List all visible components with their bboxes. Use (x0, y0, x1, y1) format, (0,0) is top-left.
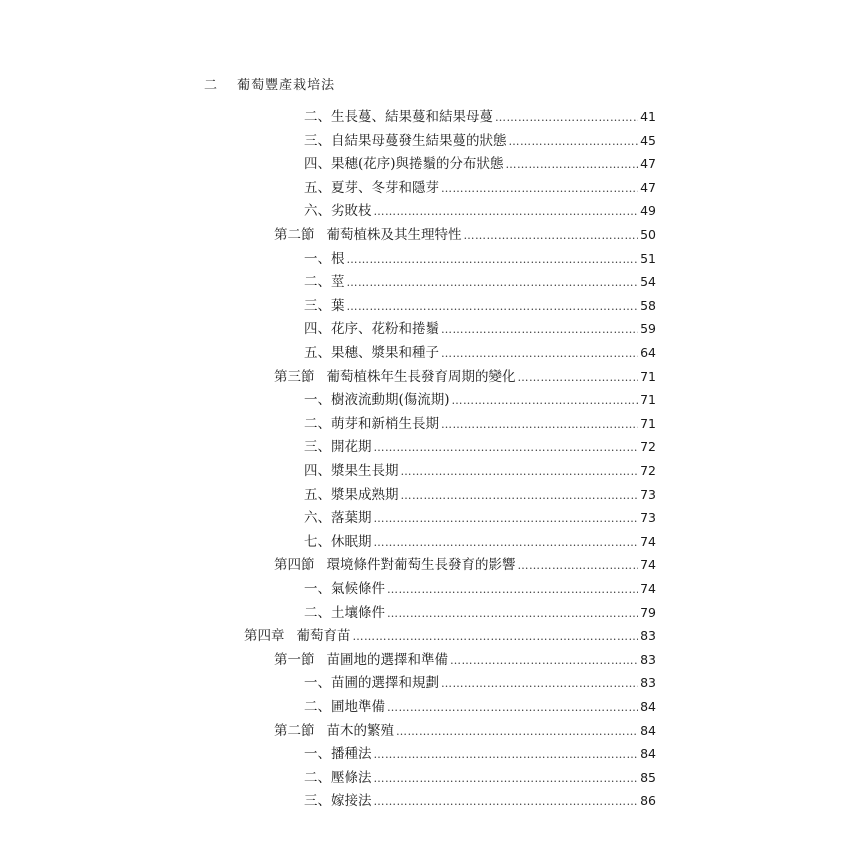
toc-entry (304, 767, 656, 789)
toc-entry-title (274, 224, 462, 246)
toc-entry-page: 71 (640, 392, 656, 408)
toc-entry-number: 第二節 (274, 227, 315, 243)
dot-leader (347, 272, 639, 294)
toc-entry-title (304, 767, 372, 789)
toc-entry-page: 54 (640, 274, 656, 290)
toc-entry-label: 三、開花期 (304, 439, 372, 456)
toc-entry-label: 苗圃地的選擇和準備 (326, 651, 448, 668)
toc-entry-label: 葡萄植株及其生理特性 (326, 227, 462, 243)
toc-entry-page: 72 (640, 463, 656, 478)
toc-entry (304, 413, 656, 435)
toc-entry (304, 578, 656, 600)
toc-entry-label: 六、落葉期 (304, 510, 372, 527)
toc-entry (274, 649, 656, 671)
toc-entry-label: 六、劣敗枝 (304, 203, 372, 220)
toc-entry (304, 790, 656, 812)
toc-entry (304, 484, 656, 506)
toc-entry-label: 環境條件對葡萄生長發育的影響 (326, 557, 516, 574)
toc-entry (304, 672, 656, 694)
toc-entry-label: 三、嫁接法 (304, 793, 372, 810)
toc-entry-title (304, 460, 399, 482)
toc-entry (304, 318, 656, 340)
toc-entry-page: 74 (640, 557, 656, 573)
dot-leader (374, 791, 639, 813)
dot-leader (464, 225, 639, 247)
toc-entry-page: 49 (640, 203, 656, 219)
toc-entry-label: 三、自結果母蔓發生結果蔓的狀態 (304, 132, 507, 149)
toc-entry (304, 507, 656, 529)
toc-entry-label: 三、葉 (304, 297, 345, 314)
dot-leader (374, 508, 639, 530)
toc-entry-title (304, 200, 372, 222)
running-header (204, 74, 335, 93)
toc-entry-title (304, 507, 372, 529)
toc-entry (304, 271, 656, 293)
dot-leader (374, 532, 639, 554)
toc-entry-label: 一、播種法 (304, 746, 372, 763)
toc-entry-page: 45 (640, 132, 656, 148)
toc-entry-title (274, 649, 448, 671)
toc-entry-title (304, 531, 372, 553)
dot-leader (374, 744, 639, 766)
dot-leader (387, 603, 638, 625)
toc-entry-title (304, 177, 439, 199)
toc-entry-page: 84 (640, 722, 656, 738)
toc-entry-label: 一、氣候條件 (304, 581, 385, 597)
toc-entry-page: 73 (640, 510, 656, 526)
toc-entry-title (304, 271, 345, 293)
toc-entry-number: 第三節 (274, 368, 315, 385)
toc-entry-page: 74 (640, 581, 656, 596)
toc-entry-page: 59 (640, 321, 656, 337)
toc-entry (274, 720, 656, 742)
dot-leader (347, 249, 639, 271)
toc-entry-label: 四、果穗(花序)與捲鬚的分布狀態 (304, 156, 504, 173)
toc-entry-number: 第四章 (244, 628, 285, 645)
toc-entry (304, 460, 656, 482)
toc-entry-number: 第二節 (274, 722, 315, 739)
toc-entry-label: 四、花序、花粉和捲鬚 (304, 321, 439, 338)
dot-leader (506, 154, 639, 176)
toc-entry-label: 葡萄植株年生長發育周期的變化 (326, 368, 516, 385)
toc-entry-title (304, 153, 504, 175)
toc-entry-title (304, 342, 439, 364)
toc-entry (304, 342, 656, 364)
toc-entry-page: 83 (640, 628, 656, 644)
toc-entry-page: 47 (640, 179, 656, 195)
toc-entry (274, 554, 656, 576)
toc-entry-title (304, 743, 372, 765)
toc-entry-title (304, 130, 507, 152)
toc-entry (304, 153, 656, 175)
toc-entry (304, 130, 656, 152)
toc-entry-title (274, 720, 394, 742)
toc-entry-title (274, 366, 516, 388)
dot-leader (495, 107, 638, 129)
toc-entry-label: 五、夏芽、冬芽和隱芽 (304, 179, 439, 196)
toc-entry-title (304, 295, 345, 317)
dot-leader (387, 697, 638, 719)
toc-entry-title (304, 413, 439, 435)
toc-entry-page: 85 (640, 769, 656, 785)
toc-entry-label: 一、根 (304, 250, 345, 267)
toc-entry-title (304, 248, 345, 270)
toc-entry (304, 106, 656, 128)
toc-entry-page: 58 (640, 297, 656, 313)
dot-leader (347, 296, 639, 318)
toc-entry (304, 743, 656, 765)
toc-entry-page: 79 (640, 604, 656, 620)
toc-entry (304, 696, 656, 718)
toc-entry-label: 二、壓條法 (304, 769, 372, 786)
toc-entry-page: 74 (640, 533, 656, 549)
toc-entry (304, 602, 656, 624)
dot-leader (441, 414, 638, 436)
dot-leader (441, 673, 638, 695)
toc-entry (274, 366, 656, 388)
toc-entry-page: 84 (640, 746, 656, 762)
toc-entry-title (304, 696, 385, 718)
toc-entry-page: 64 (640, 345, 656, 360)
toc-entry-title (304, 106, 493, 128)
toc-entry (304, 248, 656, 270)
dot-leader (401, 461, 639, 483)
toc-entry-label: 葡萄育苗 (296, 628, 351, 645)
dot-leader (441, 178, 638, 200)
toc-entry-page: 83 (640, 651, 656, 667)
toc-entry-page: 47 (640, 156, 656, 172)
toc-entry-label: 一、苗圃的選擇和規劃 (304, 675, 439, 692)
dot-leader (450, 650, 638, 672)
toc-entry-title (304, 790, 372, 812)
toc-entry-title (304, 484, 399, 506)
toc-entry-number: 第四節 (274, 557, 315, 574)
toc-entry-title (304, 578, 385, 600)
toc-entry-label: 二、圃地準備 (304, 699, 385, 715)
toc-entry-label: 二、萌芽和新梢生長期 (304, 415, 439, 432)
toc-entry-title (304, 318, 439, 340)
toc-entry-label: 七、休眠期 (304, 533, 372, 550)
dot-leader (353, 626, 639, 648)
dot-leader (374, 201, 639, 223)
toc-entry-page: 71 (640, 368, 656, 384)
dot-leader (396, 721, 638, 743)
toc-entry (304, 177, 656, 199)
toc-entry-label: 二、生長蔓、結果蔓和結果母蔓 (304, 109, 493, 125)
toc-entry-page: 41 (640, 109, 656, 124)
dot-leader (452, 390, 639, 412)
toc-entry-page: 84 (640, 699, 656, 714)
toc-entry-title (244, 625, 351, 647)
toc-entry-page: 83 (640, 675, 656, 691)
toc-entry-label: 一、樹液流動期(傷流期) (304, 392, 450, 409)
book-title: 葡萄豐產栽培法 (237, 78, 336, 93)
toc-entry (304, 295, 656, 317)
dot-leader (509, 131, 639, 153)
toc-entry-page: 86 (640, 793, 656, 809)
toc-entry-page: 72 (640, 439, 656, 455)
toc-entry-label: 五、漿果成熟期 (304, 486, 399, 503)
toc-entry-title (304, 672, 439, 694)
toc-entry-page: 71 (640, 415, 656, 431)
toc-entry (304, 389, 656, 411)
toc-entry-page: 50 (640, 227, 656, 242)
toc-entry-number: 第一節 (274, 651, 315, 668)
dot-leader (441, 343, 638, 365)
toc-entry-label: 五、果穗、漿果和種子 (304, 345, 439, 361)
toc-entry-title (304, 602, 385, 624)
toc-entry-page: 51 (640, 250, 656, 266)
toc-entry (274, 224, 656, 246)
dot-leader (518, 367, 639, 389)
toc-entry-title (274, 554, 516, 576)
toc-entry (304, 436, 656, 458)
toc-entry-label: 苗木的繁殖 (326, 722, 394, 739)
toc-entry (304, 531, 656, 553)
toc-entry-label: 四、漿果生長期 (304, 463, 399, 479)
toc-entry-title (304, 436, 372, 458)
toc-entry-label: 二、土壤條件 (304, 604, 385, 621)
page-number: 二 (204, 78, 219, 93)
dot-leader (374, 437, 639, 459)
dot-leader (387, 579, 638, 601)
toc-entry (304, 200, 656, 222)
dot-leader (441, 319, 638, 341)
dot-leader (401, 485, 639, 507)
toc-entry-label: 二、莖 (304, 274, 345, 291)
dot-leader (518, 555, 639, 577)
toc-entry-title (304, 389, 450, 411)
toc-entry-page: 73 (640, 486, 656, 502)
dot-leader (374, 768, 639, 790)
toc-entry (244, 625, 656, 647)
